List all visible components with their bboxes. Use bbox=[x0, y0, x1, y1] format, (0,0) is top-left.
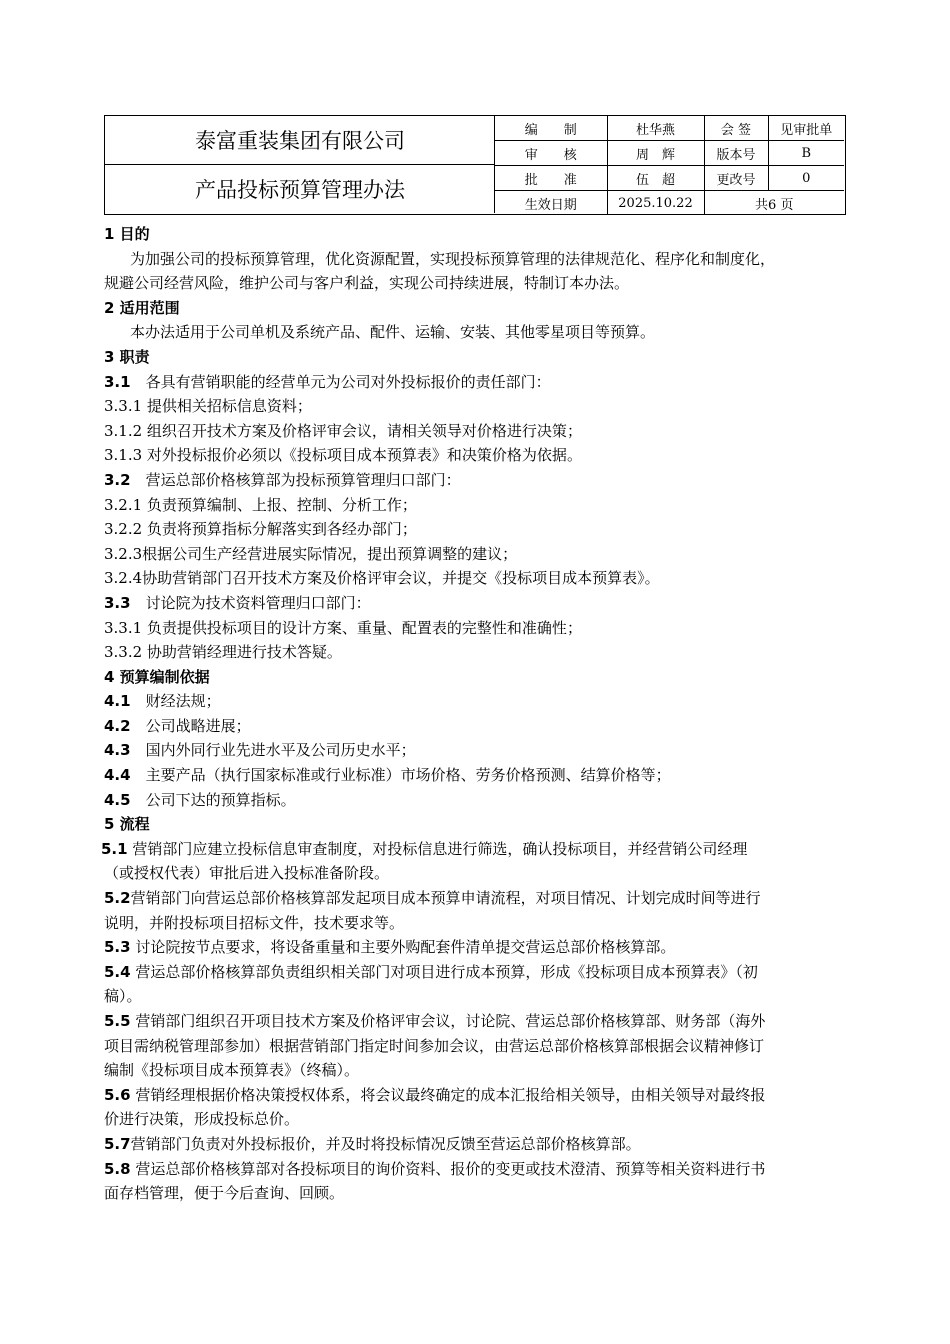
clause-text: 营运总部价格核算部为投标预算管理归口部门： bbox=[130, 470, 461, 489]
clause-number: 5.8 bbox=[104, 1159, 131, 1178]
clause-number: 5.3 bbox=[104, 938, 131, 957]
clause bbox=[104, 935, 856, 960]
clause-number: 3.3 bbox=[104, 593, 131, 612]
sub-clause: 3.3.2 协助营销经理进行技术答疑。 bbox=[104, 643, 342, 662]
clause bbox=[101, 837, 856, 862]
sub-clause: 3.2.2 负责将预算指标分解落实到各经办部门； bbox=[104, 520, 417, 539]
paragraph-line: 本办法适用于公司单机及系统产品、配件、运输、安装、其他零星项目等预算。 bbox=[130, 323, 656, 342]
value-version: B bbox=[768, 141, 844, 166]
value-approved: 伍 超 bbox=[607, 166, 704, 191]
clause-text: 营销部门负责对外投标报价，并及时将投标情况反馈至营运总部价格核算部。 bbox=[130, 1134, 641, 1153]
label-version: 版本号 bbox=[704, 141, 768, 166]
label-revision: 更改号 bbox=[704, 166, 768, 191]
label-approved: 批 准 bbox=[495, 166, 607, 191]
clause-text: 财经法规； bbox=[130, 692, 221, 711]
value-countersign: 见审批单 bbox=[768, 116, 844, 141]
document-body bbox=[101, 222, 856, 1206]
sub-clause: 3.1.3 对外投标报价必须以《投标项目成本预算表》和决策价格为依据。 bbox=[104, 446, 582, 465]
section-heading: 2 适用范围 bbox=[104, 298, 180, 317]
document-header-table bbox=[104, 115, 846, 215]
clause-text: 国内外同行业先进水平及公司历史水平； bbox=[130, 741, 416, 760]
paragraph-line: 为加强公司的投标预算管理，优化资源配置，实现投标预算管理的法律规范化、程序化和制度化， bbox=[130, 249, 776, 268]
clause-text: 营销部门应建立投标信息审查制度，对投标信息进行筛选，确认投标项目，并经营销公司经理 bbox=[127, 839, 748, 858]
clause-text: 讨论院为技术资料管理归口部门： bbox=[130, 593, 371, 612]
clause-number: 4.4 bbox=[104, 766, 131, 785]
clause-number: 4.2 bbox=[104, 716, 131, 735]
clause-number: 4.3 bbox=[104, 741, 131, 760]
document-title: 产品投标预算管理办法 bbox=[195, 178, 405, 202]
clause-text: 公司下达的预算指标。 bbox=[130, 790, 296, 809]
sub-clause: 3.2.3根据公司生产经营进展实际情况，提出预算调整的建议； bbox=[104, 544, 518, 563]
approval-row bbox=[495, 116, 844, 141]
clause-number: 5.7 bbox=[104, 1134, 131, 1153]
paragraph-line: 项目需纳税管理部参加）根据营销部门指定时间参加会议，由营运总部价格核算部根据会议精神修订 bbox=[104, 1036, 765, 1055]
clause-number: 5.1 bbox=[101, 839, 128, 858]
paragraph-line: 规避公司经营风险，维护公司与客户利益，实现公司持续进展，特制订本办法。 bbox=[104, 274, 630, 293]
clause-text: 营销部门组织召开项目技术方案及价格评审会议，讨论院、营运总部价格核算部、财务部（海外 bbox=[130, 1012, 766, 1030]
clause bbox=[104, 1083, 856, 1108]
clause-number: 5.6 bbox=[104, 1085, 131, 1104]
clause-text: 主要产品（执行国家标准或行业标准）市场价格、劳务价格预测、结算价格等； bbox=[130, 766, 671, 785]
clause bbox=[104, 1157, 856, 1182]
value-effective-date: 2025.10.22 bbox=[607, 191, 704, 216]
label-reviewed: 审 核 bbox=[495, 141, 607, 166]
label-effective-date: 生效日期 bbox=[495, 191, 607, 216]
clause-number: 5.2 bbox=[104, 889, 131, 908]
section-heading: 1 目的 bbox=[104, 225, 150, 243]
company-name: 泰富重装集团有限公司 bbox=[105, 116, 495, 165]
clause bbox=[104, 1009, 856, 1034]
clause-number: 5.4 bbox=[104, 962, 131, 981]
clause-number: 5.5 bbox=[104, 1012, 131, 1030]
sub-clause: 3.2.1 负责预算编制、上报、控制、分析工作； bbox=[104, 495, 417, 514]
sub-clause: 3.3.1 负责提供投标项目的设计方案、重量、配置表的完整性和准确性； bbox=[104, 618, 582, 637]
value-reviewed: 周 辉 bbox=[607, 141, 704, 166]
paragraph-line: 编制《投标项目成本预算表》（终稿）。 bbox=[104, 1061, 360, 1080]
label-compiled: 编 制 bbox=[495, 116, 607, 141]
paragraph-line: 说明，并附投标项目招标文件，技术要求等。 bbox=[104, 913, 405, 932]
clause bbox=[104, 714, 856, 739]
clause bbox=[104, 1132, 856, 1157]
clause bbox=[104, 689, 856, 714]
section-heading: 3 职责 bbox=[104, 347, 150, 366]
approval-row bbox=[495, 141, 844, 166]
clause-number: 3.1 bbox=[104, 372, 131, 391]
clause-number: 4.5 bbox=[104, 790, 131, 809]
clause bbox=[104, 960, 856, 985]
clause-text: 营运总部价格核算部负责组织相关部门对项目进行成本预算，形成《投标项目成本预算表》（初 bbox=[130, 962, 758, 981]
label-countersign: 会 签 bbox=[704, 116, 768, 141]
section-heading: 5 流程 bbox=[104, 815, 150, 834]
clause bbox=[104, 738, 856, 763]
clause-text: 营销部门向营运总部价格核算部发起项目成本预算申请流程，对项目情况、计划完成时间等进行 bbox=[130, 889, 761, 908]
clause-text: 营运总部价格核算部对各投标项目的询价资料、报价的变更或技术澄清、预算等相关资料进行书 bbox=[130, 1159, 766, 1178]
clause-text: 各具有营销职能的经营单元为公司对外投标报价的责任部门： bbox=[130, 372, 551, 391]
approval-info-table bbox=[495, 116, 844, 215]
clause bbox=[104, 763, 856, 788]
clause-text: 公司战略进展； bbox=[130, 716, 251, 735]
paragraph-line: 稿）。 bbox=[104, 987, 142, 1006]
value-compiled: 杜华燕 bbox=[607, 116, 704, 141]
clause-number: 4.1 bbox=[104, 692, 131, 711]
clause-number: 3.2 bbox=[104, 470, 131, 489]
value-revision: 0 bbox=[768, 166, 844, 191]
paragraph-line: 价进行决策，形成投标总价。 bbox=[104, 1110, 300, 1129]
clause-text: 讨论院按节点要求，将设备重量和主要外购配套件清单提交营运总部价格核算部。 bbox=[130, 938, 676, 957]
clause bbox=[104, 591, 856, 616]
clause-text: 营销经理根据价格决策授权体系，将会议最终确定的成本汇报给相关领导，由相关领导对最终报 bbox=[130, 1085, 766, 1104]
sub-clause: 3.1.2 组织召开技术方案及价格评审会议，请相关领导对价格进行决策； bbox=[104, 421, 582, 440]
clause bbox=[104, 886, 856, 911]
section-heading: 4 预算编制依据 bbox=[104, 667, 210, 686]
paragraph-line: 面存档管理，便于今后查询、回顾。 bbox=[104, 1184, 345, 1203]
approval-row bbox=[495, 191, 844, 216]
clause bbox=[104, 468, 856, 493]
sub-clause: 3.3.1 提供相关招标信息资料； bbox=[104, 397, 312, 416]
approval-row bbox=[495, 166, 844, 191]
header-title-block bbox=[105, 116, 495, 213]
paragraph-line: （或授权代表）审批后进入投标准备阶段。 bbox=[104, 864, 390, 883]
clause bbox=[104, 370, 856, 395]
sub-clause: 3.2.4协助营销部门召开技术方案及价格评审会议，并提交《投标项目成本预算表》。 bbox=[104, 569, 660, 588]
page-count: 共6 页 bbox=[704, 191, 844, 216]
clause bbox=[104, 788, 856, 813]
